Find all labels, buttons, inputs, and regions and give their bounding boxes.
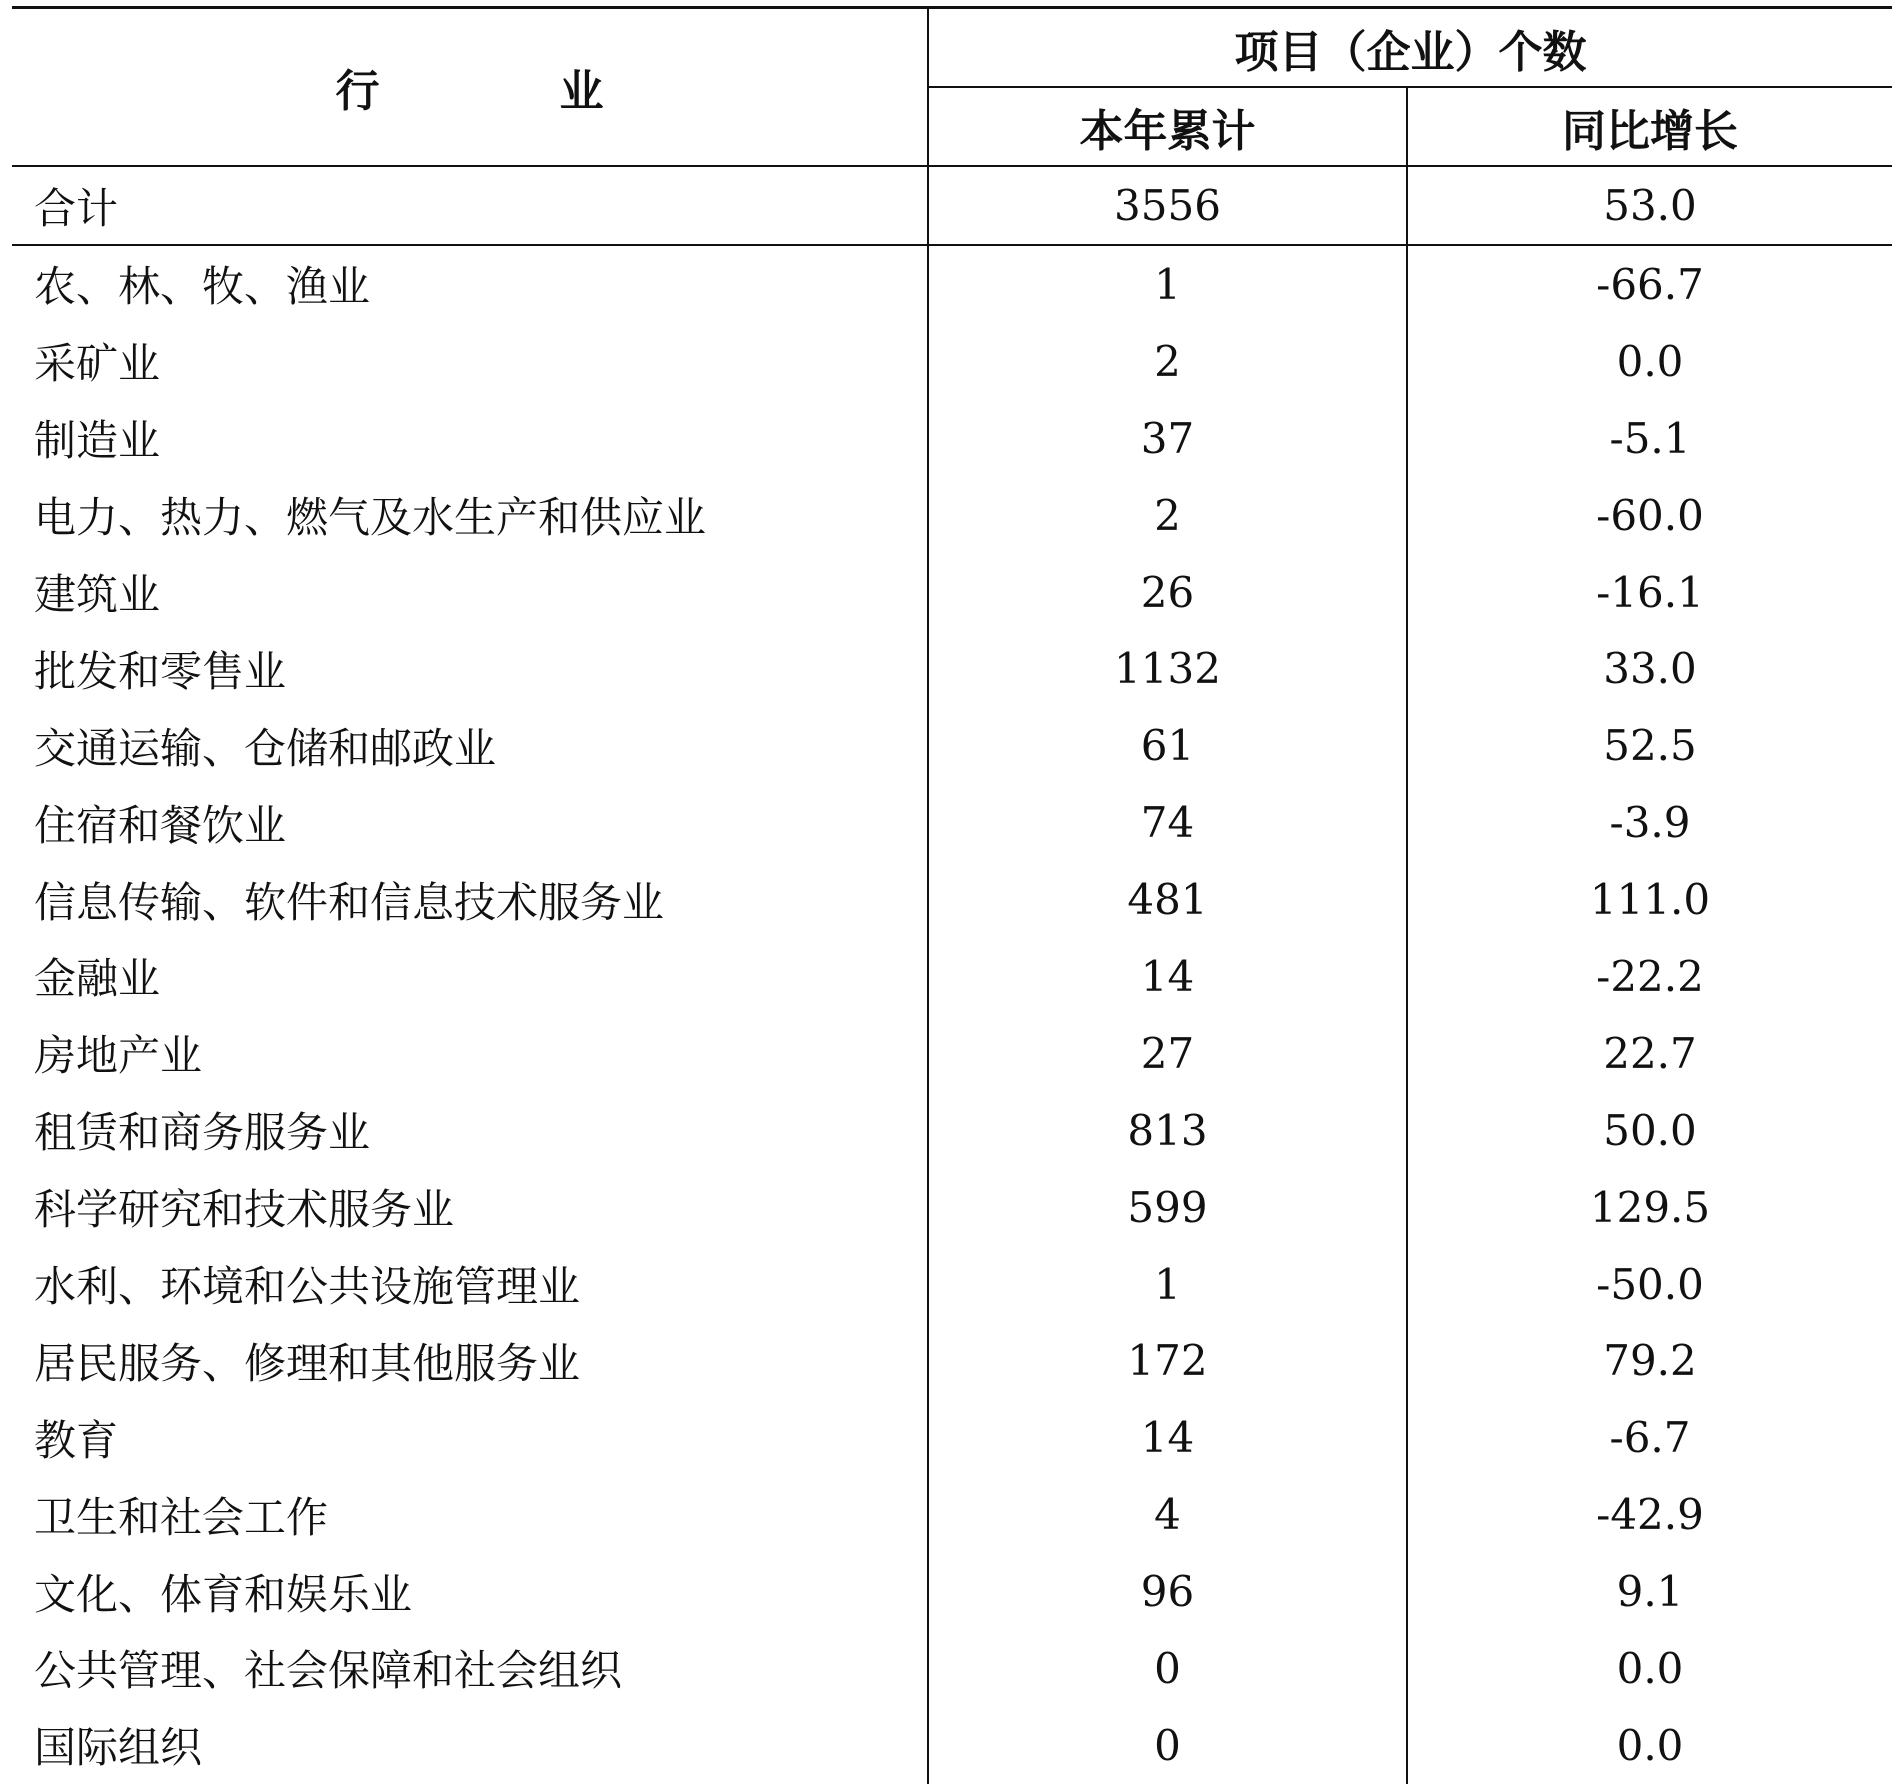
current-year-total: 0 bbox=[928, 1707, 1407, 1784]
current-year-total: 1132 bbox=[928, 630, 1407, 707]
industry-name: 建筑业 bbox=[34, 570, 161, 619]
table-row bbox=[12, 1707, 1892, 1784]
table-row bbox=[12, 861, 1892, 938]
industry-name: 卫生和社会工作 bbox=[34, 1492, 329, 1542]
current-year-total: 61 bbox=[928, 707, 1407, 784]
table-row bbox=[12, 1553, 1892, 1630]
current-year-total: 26 bbox=[928, 554, 1407, 631]
yoy-growth: 79.2 bbox=[1407, 1322, 1892, 1399]
industry-name: 住宿和餐饮业 bbox=[34, 800, 287, 850]
yoy-growth: 52.5 bbox=[1407, 707, 1892, 784]
table-row bbox=[12, 1169, 1892, 1246]
total-label: 合计 bbox=[12, 166, 928, 245]
yoy-growth: 9.1 bbox=[1407, 1553, 1892, 1630]
yoy-growth: 0.0 bbox=[1407, 1707, 1892, 1784]
current-year-total: 599 bbox=[928, 1169, 1407, 1246]
industry-column-header bbox=[12, 8, 928, 167]
table-row bbox=[12, 1630, 1892, 1707]
industry-name: 农、林、牧、渔业 bbox=[34, 262, 371, 312]
industry-name: 制造业 bbox=[34, 416, 161, 466]
current-year-total: 96 bbox=[928, 1553, 1407, 1630]
current-year-total: 813 bbox=[928, 1092, 1407, 1169]
yoy-growth: 129.5 bbox=[1407, 1169, 1892, 1246]
yoy-growth: -3.9 bbox=[1407, 784, 1892, 861]
industry-name: 国际组织 bbox=[34, 1723, 203, 1773]
yoy-growth: -42.9 bbox=[1407, 1476, 1892, 1553]
industry-table bbox=[12, 6, 1892, 1784]
table-row bbox=[12, 707, 1892, 784]
current-year-total: 74 bbox=[928, 784, 1407, 861]
yoy-growth: 33.0 bbox=[1407, 630, 1892, 707]
yoy-growth: 0.0 bbox=[1407, 1630, 1892, 1707]
current-year-total: 0 bbox=[928, 1630, 1407, 1707]
yoy-growth: 111.0 bbox=[1407, 861, 1892, 938]
table-row bbox=[12, 1476, 1892, 1553]
industry-name: 租赁和商务服务业 bbox=[34, 1108, 371, 1158]
total-row bbox=[12, 166, 1892, 245]
table-row bbox=[12, 477, 1892, 554]
current-year-total: 2 bbox=[928, 323, 1407, 400]
current-year-total: 1 bbox=[928, 245, 1407, 323]
yoy-growth: -50.0 bbox=[1407, 1246, 1892, 1323]
current-year-total-header: 本年累计 bbox=[928, 87, 1407, 166]
yoy-growth: -66.7 bbox=[1407, 245, 1892, 323]
table-row bbox=[12, 1246, 1892, 1323]
current-year-total: 1 bbox=[928, 1246, 1407, 1323]
industry-name: 公共管理、社会保障和社会组织 bbox=[34, 1646, 623, 1696]
total-yoy: 53.0 bbox=[1407, 166, 1892, 245]
table-row bbox=[12, 245, 1892, 323]
project-count-group-header: 项目（企业）个数 bbox=[928, 8, 1892, 88]
current-year-total: 2 bbox=[928, 477, 1407, 554]
current-year-total: 481 bbox=[928, 861, 1407, 938]
industry-name: 文化、体育和娱乐业 bbox=[34, 1569, 413, 1619]
yoy-growth: 50.0 bbox=[1407, 1092, 1892, 1169]
yoy-growth: -5.1 bbox=[1407, 400, 1892, 477]
table-row bbox=[12, 630, 1892, 707]
current-year-total: 172 bbox=[928, 1322, 1407, 1399]
current-year-total: 14 bbox=[928, 938, 1407, 1015]
industry-name: 居民服务、修理和其他服务业 bbox=[34, 1338, 581, 1388]
industry-table-container bbox=[12, 6, 1892, 1784]
table-row bbox=[12, 1322, 1892, 1399]
current-year-total: 37 bbox=[928, 400, 1407, 477]
industry-name: 交通运输、仓储和邮政业 bbox=[34, 723, 497, 773]
table-row bbox=[12, 400, 1892, 477]
yoy-growth: 0.0 bbox=[1407, 323, 1892, 400]
current-year-total: 14 bbox=[928, 1399, 1407, 1476]
industry-name: 金融业 bbox=[34, 954, 161, 1004]
industry-name: 电力、热力、燃气及水生产和供应业 bbox=[34, 493, 707, 543]
current-year-total: 27 bbox=[928, 1015, 1407, 1092]
industry-name: 科学研究和技术服务业 bbox=[34, 1185, 455, 1235]
industry-header-char-1: 行 bbox=[335, 66, 380, 117]
yoy-growth: -60.0 bbox=[1407, 477, 1892, 554]
total-value: 3556 bbox=[928, 166, 1407, 245]
yoy-growth: -6.7 bbox=[1407, 1399, 1892, 1476]
table-row bbox=[12, 323, 1892, 400]
table-row bbox=[12, 938, 1892, 1015]
yoy-growth: 22.7 bbox=[1407, 1015, 1892, 1092]
industry-name: 水利、环境和公共设施管理业 bbox=[34, 1262, 581, 1312]
industry-name: 信息传输、软件和信息技术服务业 bbox=[34, 877, 665, 927]
yoy-growth: -22.2 bbox=[1407, 938, 1892, 1015]
table-row bbox=[12, 784, 1892, 861]
yoy-growth-header: 同比增长 bbox=[1407, 87, 1892, 166]
yoy-growth: -16.1 bbox=[1407, 554, 1892, 631]
industry-name: 房地产业 bbox=[34, 1031, 203, 1081]
current-year-total: 4 bbox=[928, 1476, 1407, 1553]
industry-header-char-2: 业 bbox=[559, 66, 604, 117]
table-row bbox=[12, 1015, 1892, 1092]
industry-name: 教育 bbox=[34, 1415, 119, 1465]
table-row bbox=[12, 554, 1892, 631]
industry-name: 采矿业 bbox=[34, 339, 161, 389]
table-row bbox=[12, 1399, 1892, 1476]
table-row bbox=[12, 1092, 1892, 1169]
industry-name: 批发和零售业 bbox=[34, 646, 287, 696]
